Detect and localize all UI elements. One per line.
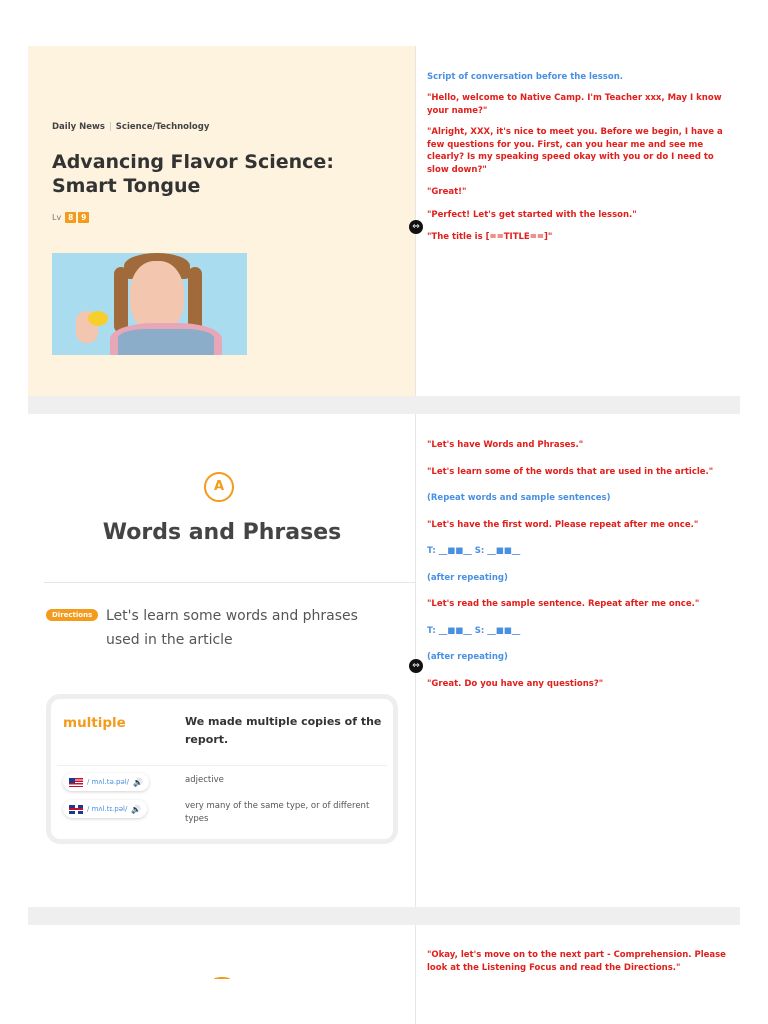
article-hero (28, 46, 416, 396)
divider-line (44, 582, 416, 583)
teacher-script-intro (416, 46, 740, 396)
script-note: T: __■■__ S: __■■__ (427, 625, 521, 636)
level-badge: 9 (78, 212, 89, 223)
script-line: "Great. Do you have any questions?" (427, 678, 604, 689)
directions-text: Let's learn some words and phrases used in the article (106, 608, 358, 648)
comprehension-row (28, 925, 740, 1024)
level-badge: 8 (65, 212, 76, 223)
directions-badge: Directions (46, 609, 98, 621)
pronunciation-us-text: / mʌl.tə.pəl/ (87, 778, 130, 786)
breadcrumb-subcategory[interactable]: Science/Technology (115, 122, 210, 132)
vocab-word: multiple (63, 715, 126, 731)
script-line: "Let's have the first word. Please repeat after me once." (427, 519, 699, 530)
script-line: "Let's learn some of the words that are used in the article." (427, 466, 714, 477)
article-title: Advancing Flavor Science: Smart Tongue (52, 151, 334, 197)
script-note: (after repeating) (427, 652, 508, 662)
words-section-icon: A (204, 472, 234, 502)
speaker-icon: 🔊 (133, 777, 144, 787)
resize-handle-icon[interactable]: ⇔ (409, 220, 423, 234)
pronunciation-uk-text: / mʌl.tɪ.pəl/ (87, 805, 128, 813)
script-note: T: __■■__ S: __■■__ (427, 546, 521, 556)
level-prefix: Lv (52, 213, 62, 222)
pronunciation-uk-button[interactable] (63, 800, 147, 818)
script-heading: Script of conversation before the lesson. (427, 72, 623, 82)
pronunciation-us-button[interactable] (63, 773, 149, 791)
script-line: "Okay, let's move on to the next part - Comprehension. Please look at the Listening Focus and read the Directions." (427, 950, 726, 973)
script-line: "Great!" (427, 187, 467, 197)
part-of-speech: adjective (185, 775, 224, 785)
card-divider (57, 765, 387, 766)
teacher-script-next (416, 925, 740, 1024)
section-divider (28, 396, 740, 414)
section-title: Words and Phrases (102, 520, 342, 545)
comprehension-section (28, 925, 416, 1024)
words-section (28, 414, 416, 907)
script-line: "The title is [==TITLE==]" (427, 232, 553, 242)
article-photo (52, 253, 247, 355)
uk-flag-icon (69, 805, 83, 814)
script-line: "Let's read the sample sentence. Repeat after me once." (427, 599, 700, 609)
words-row (28, 414, 740, 907)
script-line: "Let's have Words and Phrases." (427, 440, 584, 450)
script-line: "Alright, XXX, it's nice to meet you. Before we begin, I have a few questions for you. First, can you hear me and see me clearly? Is my speaking speed okay with you or do I need to slow down?" (427, 127, 723, 175)
breadcrumb (52, 122, 209, 132)
resize-handle-icon[interactable]: ⇔ (409, 659, 423, 673)
breadcrumb-category[interactable]: Daily News (52, 122, 105, 132)
speaker-icon: 🔊 (131, 804, 142, 814)
intro-row (28, 46, 740, 396)
word-card (46, 694, 398, 844)
comprehension-section-icon (214, 977, 230, 981)
level-indicator (52, 212, 89, 223)
example-sentence: We made multiple copies of the report. (185, 715, 382, 746)
word-definition: very many of the same type, or of different types (185, 801, 370, 824)
script-line: "Perfect! Let's get started with the lesson." (427, 209, 637, 220)
script-line: "Hello, welcome to Native Camp. I'm Teacher xxx, May I know your name?" (427, 93, 722, 116)
breadcrumb-separator: | (108, 122, 112, 132)
script-note: (Repeat words and sample sentences) (427, 493, 611, 503)
us-flag-icon (69, 778, 83, 787)
teacher-script-words (416, 414, 740, 907)
section-divider (28, 907, 740, 925)
script-note: (after repeating) (427, 572, 508, 583)
